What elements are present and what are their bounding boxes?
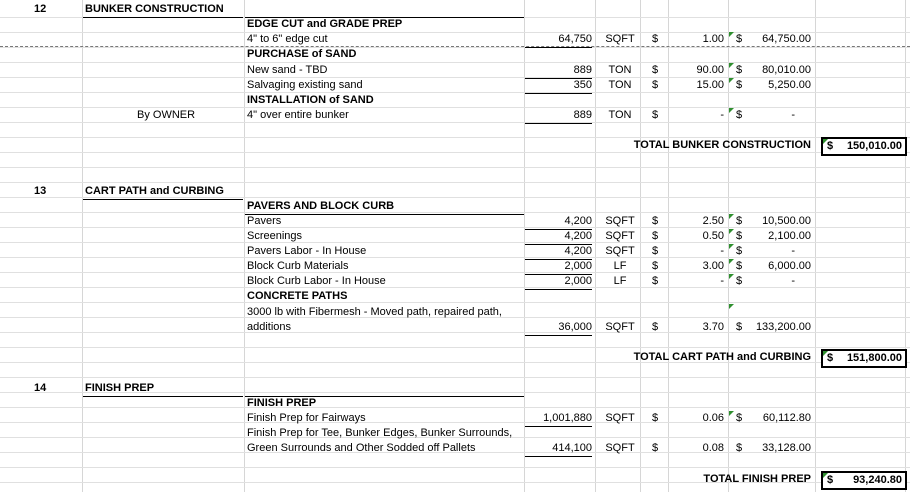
row-label[interactable]: Green Surrounds and Other Sodded off Pallets [247, 442, 476, 454]
cell-error-indicator-icon [729, 214, 734, 219]
row-currency[interactable]: $ [736, 33, 743, 45]
row-label[interactable]: 4" to 6" edge cut [247, 33, 328, 45]
row-label[interactable]: New sand - TBD [247, 64, 328, 76]
row-label[interactable]: Block Curb Labor - In House [247, 275, 386, 287]
total-value: 93,240.80 [853, 474, 902, 486]
row-unit[interactable]: SQFT [605, 215, 635, 227]
grid-row-line [0, 347, 910, 348]
row-unit-price[interactable]: 15.00 [696, 79, 724, 91]
row-unit-price[interactable]: - [720, 275, 724, 287]
row-amount[interactable]: 33,128.00 [762, 442, 811, 454]
total-value: 151,800.00 [846, 352, 902, 364]
row-amount[interactable]: 6,000.00 [768, 260, 811, 272]
row-unit-price[interactable]: 3.00 [702, 260, 724, 272]
section-total-label[interactable]: TOTAL FINISH PREP [703, 473, 811, 485]
row-qty[interactable]: 414,100 [525, 441, 592, 457]
row-label[interactable]: Salvaging existing sand [247, 79, 363, 91]
row-currency[interactable]: $ [736, 64, 743, 76]
row-unit-price[interactable]: 1.00 [702, 33, 724, 45]
row-qty[interactable]: 889 [525, 108, 592, 124]
row-currency[interactable]: $ [736, 215, 743, 227]
row-label[interactable]: Block Curb Materials [247, 260, 349, 272]
cell-error-indicator-icon [729, 78, 734, 83]
cell-error-indicator-icon [729, 32, 734, 37]
row-qty[interactable]: 1,001,880 [525, 411, 592, 427]
section-number[interactable]: 14 [34, 382, 47, 394]
row-amount[interactable]: 64,750.00 [762, 33, 811, 45]
cell-error-indicator-icon [823, 139, 828, 144]
row-label[interactable]: FINISH PREP [247, 397, 317, 409]
row-amount[interactable]: - [791, 275, 795, 287]
section-title[interactable]: FINISH PREP [85, 382, 155, 394]
row-label[interactable]: PAVERS AND BLOCK CURB [247, 200, 395, 212]
row-currency[interactable]: $ [736, 245, 743, 257]
grid-row-line [0, 212, 910, 213]
row-amount[interactable]: 60,112.80 [762, 412, 811, 424]
row-currency[interactable]: $ [652, 412, 659, 424]
cell-error-indicator-icon [729, 259, 734, 264]
row-currency[interactable]: $ [736, 230, 743, 242]
row-unit-price[interactable]: - [720, 245, 724, 257]
row-currency[interactable]: $ [652, 321, 659, 333]
row-currency[interactable]: $ [652, 64, 659, 76]
row-unit[interactable]: LF [613, 275, 627, 287]
row-currency[interactable]: $ [652, 442, 659, 454]
row-qty[interactable]: 2,000 [525, 259, 592, 275]
row-qty[interactable]: 4,200 [525, 229, 592, 245]
row-label[interactable]: Pavers [247, 215, 282, 227]
row-qty[interactable]: 889 [525, 63, 592, 79]
row-unit[interactable]: SQFT [605, 33, 635, 45]
row-label[interactable]: Finish Prep for Fairways [247, 412, 366, 424]
grid-row-line [0, 377, 910, 378]
row-unit-price[interactable]: 2.50 [702, 215, 724, 227]
grid-row-line [0, 167, 910, 168]
cell-error-indicator-icon [823, 351, 828, 356]
section-title[interactable]: CART PATH and CURBING [85, 185, 224, 197]
row-label[interactable]: INSTALLATION of SAND [247, 94, 374, 106]
grid-column-line [815, 0, 816, 492]
cell-error-indicator-icon [729, 244, 734, 249]
section-total-label[interactable]: TOTAL CART PATH and CURBING [633, 351, 811, 363]
row-unit[interactable]: TON [608, 109, 632, 121]
row-unit[interactable]: SQFT [605, 442, 635, 454]
row-amount[interactable]: 10,500.00 [762, 215, 811, 227]
total-currency: $ [827, 474, 834, 486]
grid-row-line [0, 47, 910, 48]
grid-row-line [0, 302, 910, 303]
row-qty[interactable]: 64,750 [525, 32, 592, 48]
row-unit[interactable]: TON [608, 79, 632, 91]
row-label[interactable]: additions [247, 321, 292, 333]
section-total-cell[interactable] [821, 349, 907, 368]
grid-row-line [0, 467, 910, 468]
cell-error-indicator-icon [729, 304, 734, 309]
row-qty[interactable]: 4,200 [525, 214, 592, 230]
row-currency[interactable]: $ [736, 321, 743, 333]
row-amount[interactable]: 5,250.00 [768, 79, 811, 91]
grid-column-line [82, 0, 83, 492]
cell-error-indicator-icon [729, 63, 734, 68]
row-label[interactable]: Pavers Labor - In House [247, 245, 367, 257]
row-currency[interactable]: $ [652, 245, 659, 257]
row-currency[interactable]: $ [736, 412, 743, 424]
grid-row-line [0, 182, 910, 183]
row-unit[interactable]: SQFT [605, 245, 635, 257]
total-currency: $ [827, 140, 834, 152]
subheader-underline [245, 214, 524, 215]
row-label[interactable]: PURCHASE of SAND [247, 48, 357, 60]
row-currency[interactable]: $ [652, 230, 659, 242]
row-label[interactable]: EDGE CUT and GRADE PREP [247, 18, 403, 30]
row-unit-price[interactable]: 0.06 [702, 412, 724, 424]
row-unit-price[interactable]: 0.08 [702, 442, 724, 454]
row-qty[interactable]: 4,200 [525, 244, 592, 260]
section-number[interactable]: 12 [34, 3, 47, 15]
row-amount[interactable]: - [791, 109, 795, 121]
row-currency[interactable]: $ [652, 260, 659, 272]
section-title-underline [83, 199, 243, 200]
row-currency[interactable]: $ [736, 442, 743, 454]
row-unit-price[interactable]: 0.50 [702, 230, 724, 242]
section-total-cell[interactable] [821, 471, 907, 490]
row-unit-price[interactable]: 90.00 [696, 64, 724, 76]
row-amount[interactable]: 80,010.00 [762, 64, 811, 76]
grid-column-line [595, 0, 596, 492]
row-qty[interactable]: 36,000 [525, 320, 592, 336]
grid-column-line [668, 0, 669, 492]
section-total-cell[interactable] [821, 137, 907, 156]
row-unit-price[interactable]: - [720, 109, 724, 121]
row-currency[interactable]: $ [652, 33, 659, 45]
row-label[interactable]: CONCRETE PATHS [247, 290, 348, 302]
row-amount[interactable]: 2,100.00 [768, 230, 811, 242]
grid-column-line [905, 0, 906, 492]
row-currency[interactable]: $ [652, 109, 659, 121]
row-unit[interactable]: TON [608, 64, 632, 76]
row-currency[interactable]: $ [652, 79, 659, 91]
total-value: 150,010.00 [846, 140, 902, 152]
section-title-underline [83, 396, 243, 397]
cell-error-indicator-icon [729, 274, 734, 279]
row-unit[interactable]: SQFT [605, 412, 635, 424]
section-number[interactable]: 13 [34, 185, 47, 197]
row-label[interactable]: 4" over entire bunker [247, 109, 349, 121]
row-currency[interactable]: $ [736, 275, 743, 287]
row-label[interactable]: Screenings [247, 230, 303, 242]
row-unit[interactable]: SQFT [605, 321, 635, 333]
row-currency[interactable]: $ [736, 260, 743, 272]
row-currency[interactable]: $ [736, 79, 743, 91]
section-total-label[interactable]: TOTAL BUNKER CONSTRUCTION [633, 139, 811, 151]
total-currency: $ [827, 352, 834, 364]
cell-error-indicator-icon [729, 108, 734, 113]
row-amount[interactable]: 133,200.00 [755, 321, 811, 333]
row-currency[interactable]: $ [652, 275, 659, 287]
cell-error-indicator-icon [729, 411, 734, 416]
row-currency[interactable]: $ [736, 109, 743, 121]
cell-error-indicator-icon [823, 473, 828, 478]
row-unit-price[interactable]: 3.70 [702, 321, 724, 333]
row-amount[interactable]: - [791, 245, 795, 257]
section-title-underline [83, 17, 243, 18]
row-currency[interactable]: $ [652, 215, 659, 227]
row-qty[interactable]: 2,000 [525, 274, 592, 290]
grid-row-line [0, 407, 910, 408]
row-note[interactable]: By OWNER [137, 109, 196, 121]
cell-error-indicator-icon [729, 229, 734, 234]
row-label[interactable]: Finish Prep for Tee, Bunker Edges, Bunker Surrounds, [247, 427, 513, 439]
row-unit[interactable]: SQFT [605, 230, 635, 242]
row-unit[interactable]: LF [613, 260, 627, 272]
row-qty[interactable]: 350 [525, 78, 592, 94]
section-title[interactable]: BUNKER CONSTRUCTION [85, 3, 224, 15]
row-label[interactable]: 3000 lb with Fibermesh - Moved path, repaired path, [247, 306, 502, 318]
grid-column-line [244, 0, 245, 492]
grid-column-line [640, 0, 641, 492]
